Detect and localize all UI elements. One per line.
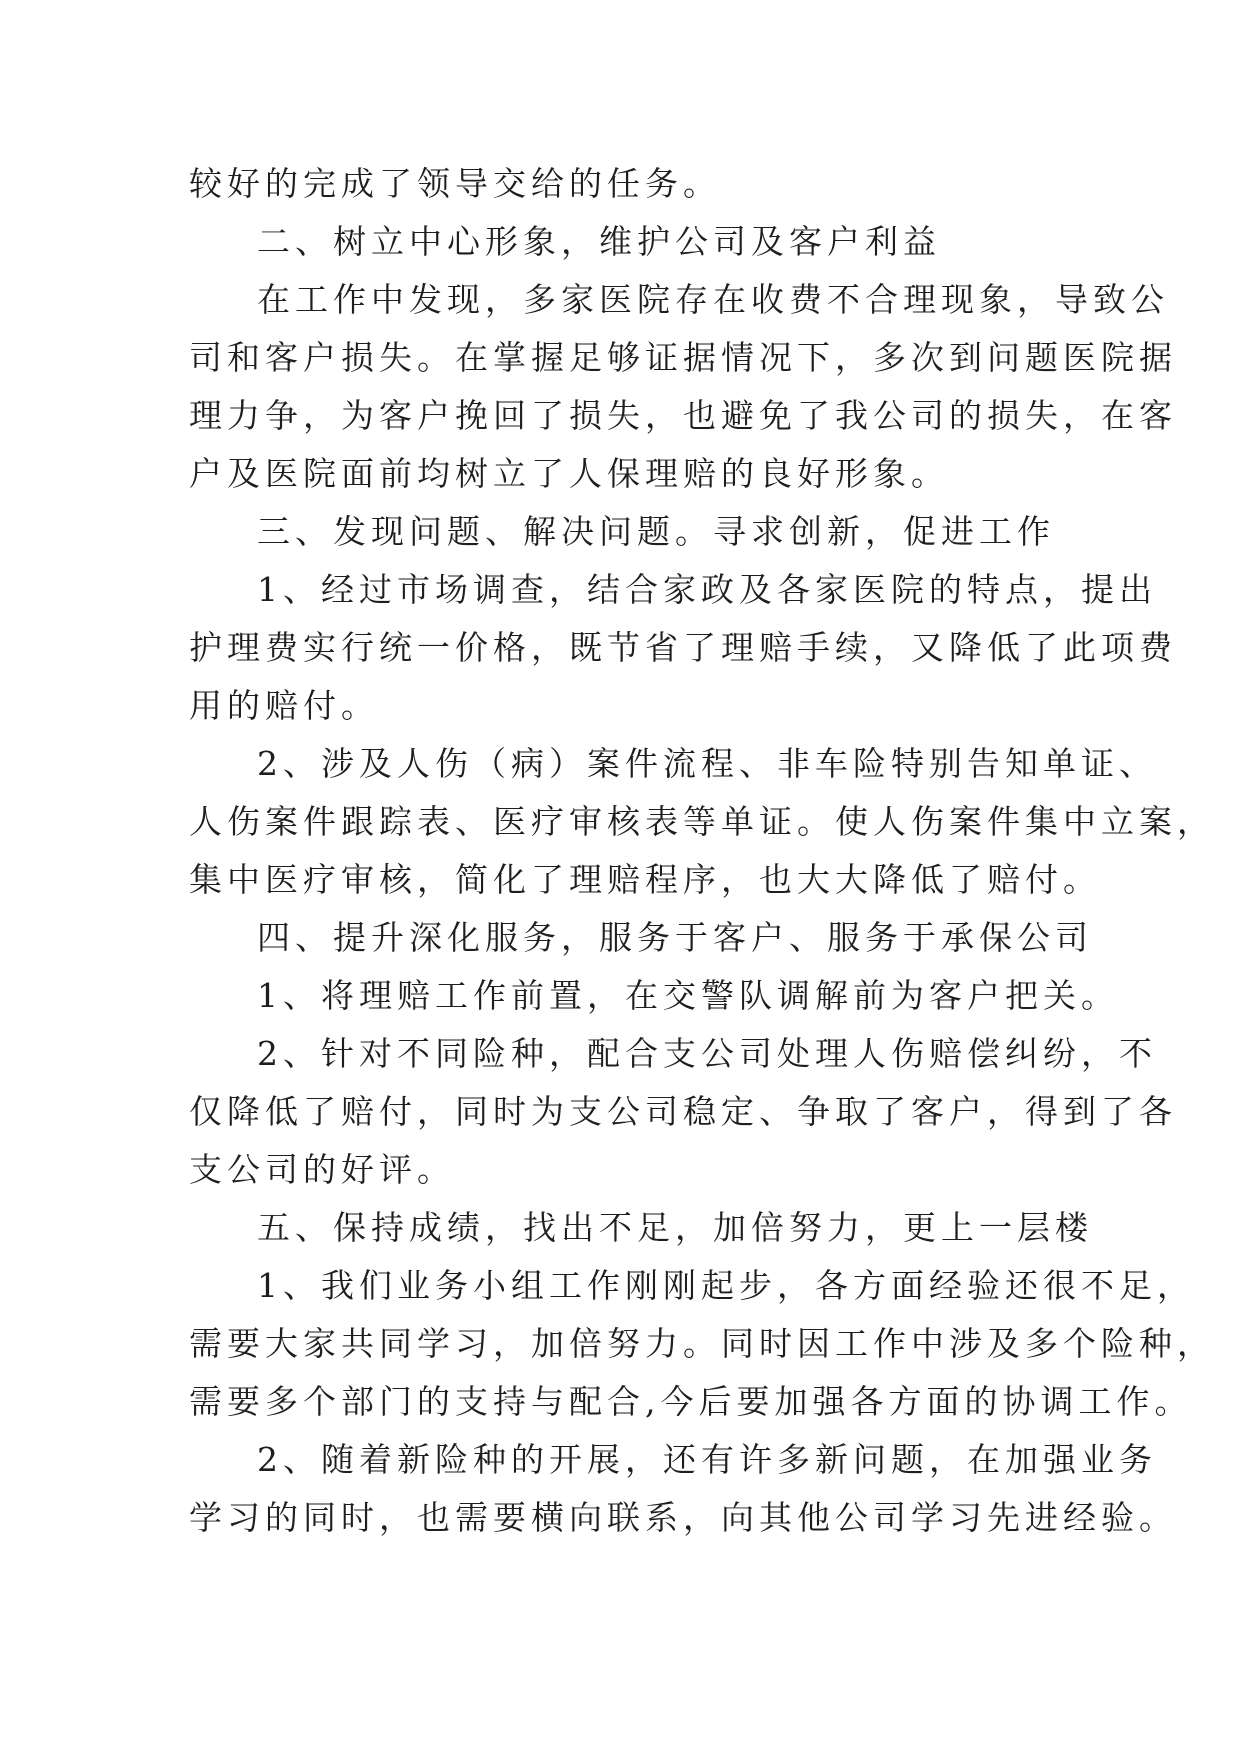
- text-line: 司和客户损失。在掌握足够证据情况下，多次到问题医院据: [189, 338, 1177, 377]
- text-line: 用的赔付。: [189, 686, 379, 725]
- text-line: 人伤案件跟踪表、医疗审核表等单证。使人伤案件集中立案，: [189, 802, 1215, 841]
- text-line: 2、随着新险种的开展，还有许多新问题，在加强业务: [257, 1440, 1157, 1479]
- text-line: 1、我们业务小组工作刚刚起步，各方面经验还很不足，: [257, 1266, 1195, 1305]
- document-body: [189, 155, 1215, 1547]
- text-line: 二、树立中心形象，维护公司及客户利益: [257, 222, 941, 261]
- text-line: 需要大家共同学习，加倍努力。同时因工作中涉及多个险种，: [189, 1324, 1215, 1363]
- text-line: 支公司的好评。: [189, 1150, 455, 1189]
- text-line: 四、提升深化服务，服务于客户、服务于承保公司: [257, 918, 1093, 957]
- text-line: 2、涉及人伤（病）案件流程、非车险特别告知单证、: [257, 744, 1157, 783]
- text-line: 理力争，为客户挽回了损失，也避免了我公司的损失，在客: [189, 396, 1177, 435]
- text-line: 学习的同时，也需要横向联系，向其他公司学习先进经验。: [189, 1498, 1177, 1537]
- text-line: 在工作中发现，多家医院存在收费不合理现象，导致公: [257, 280, 1169, 319]
- text-line: 集中医疗审核，简化了理赔程序，也大大降低了赔付。: [189, 860, 1101, 899]
- text-line: 较好的完成了领导交给的任务。: [189, 164, 721, 203]
- text-line: 三、发现问题、解决问题。寻求创新，促进工作: [257, 512, 1055, 551]
- text-line: 户及医院面前均树立了人保理赔的良好形象。: [189, 454, 949, 493]
- text-line: 仅降低了赔付，同时为支公司稳定、争取了客户，得到了各: [189, 1092, 1177, 1131]
- text-line: 1、经过市场调查，结合家政及各家医院的特点，提出: [257, 570, 1157, 609]
- text-line: 需要多个部门的支持与配合,今后要加强各方面的协调工作。: [189, 1382, 1193, 1421]
- text-line: 五、保持成绩，找出不足，加倍努力，更上一层楼: [257, 1208, 1093, 1247]
- text-line: 护理费实行统一价格，既节省了理赔手续，又降低了此项费: [189, 628, 1177, 667]
- text-line: 2、针对不同险种，配合支公司处理人伤赔偿纠纷，不: [257, 1034, 1157, 1073]
- text-line: 1、将理赔工作前置，在交警队调解前为客户把关。: [257, 976, 1119, 1015]
